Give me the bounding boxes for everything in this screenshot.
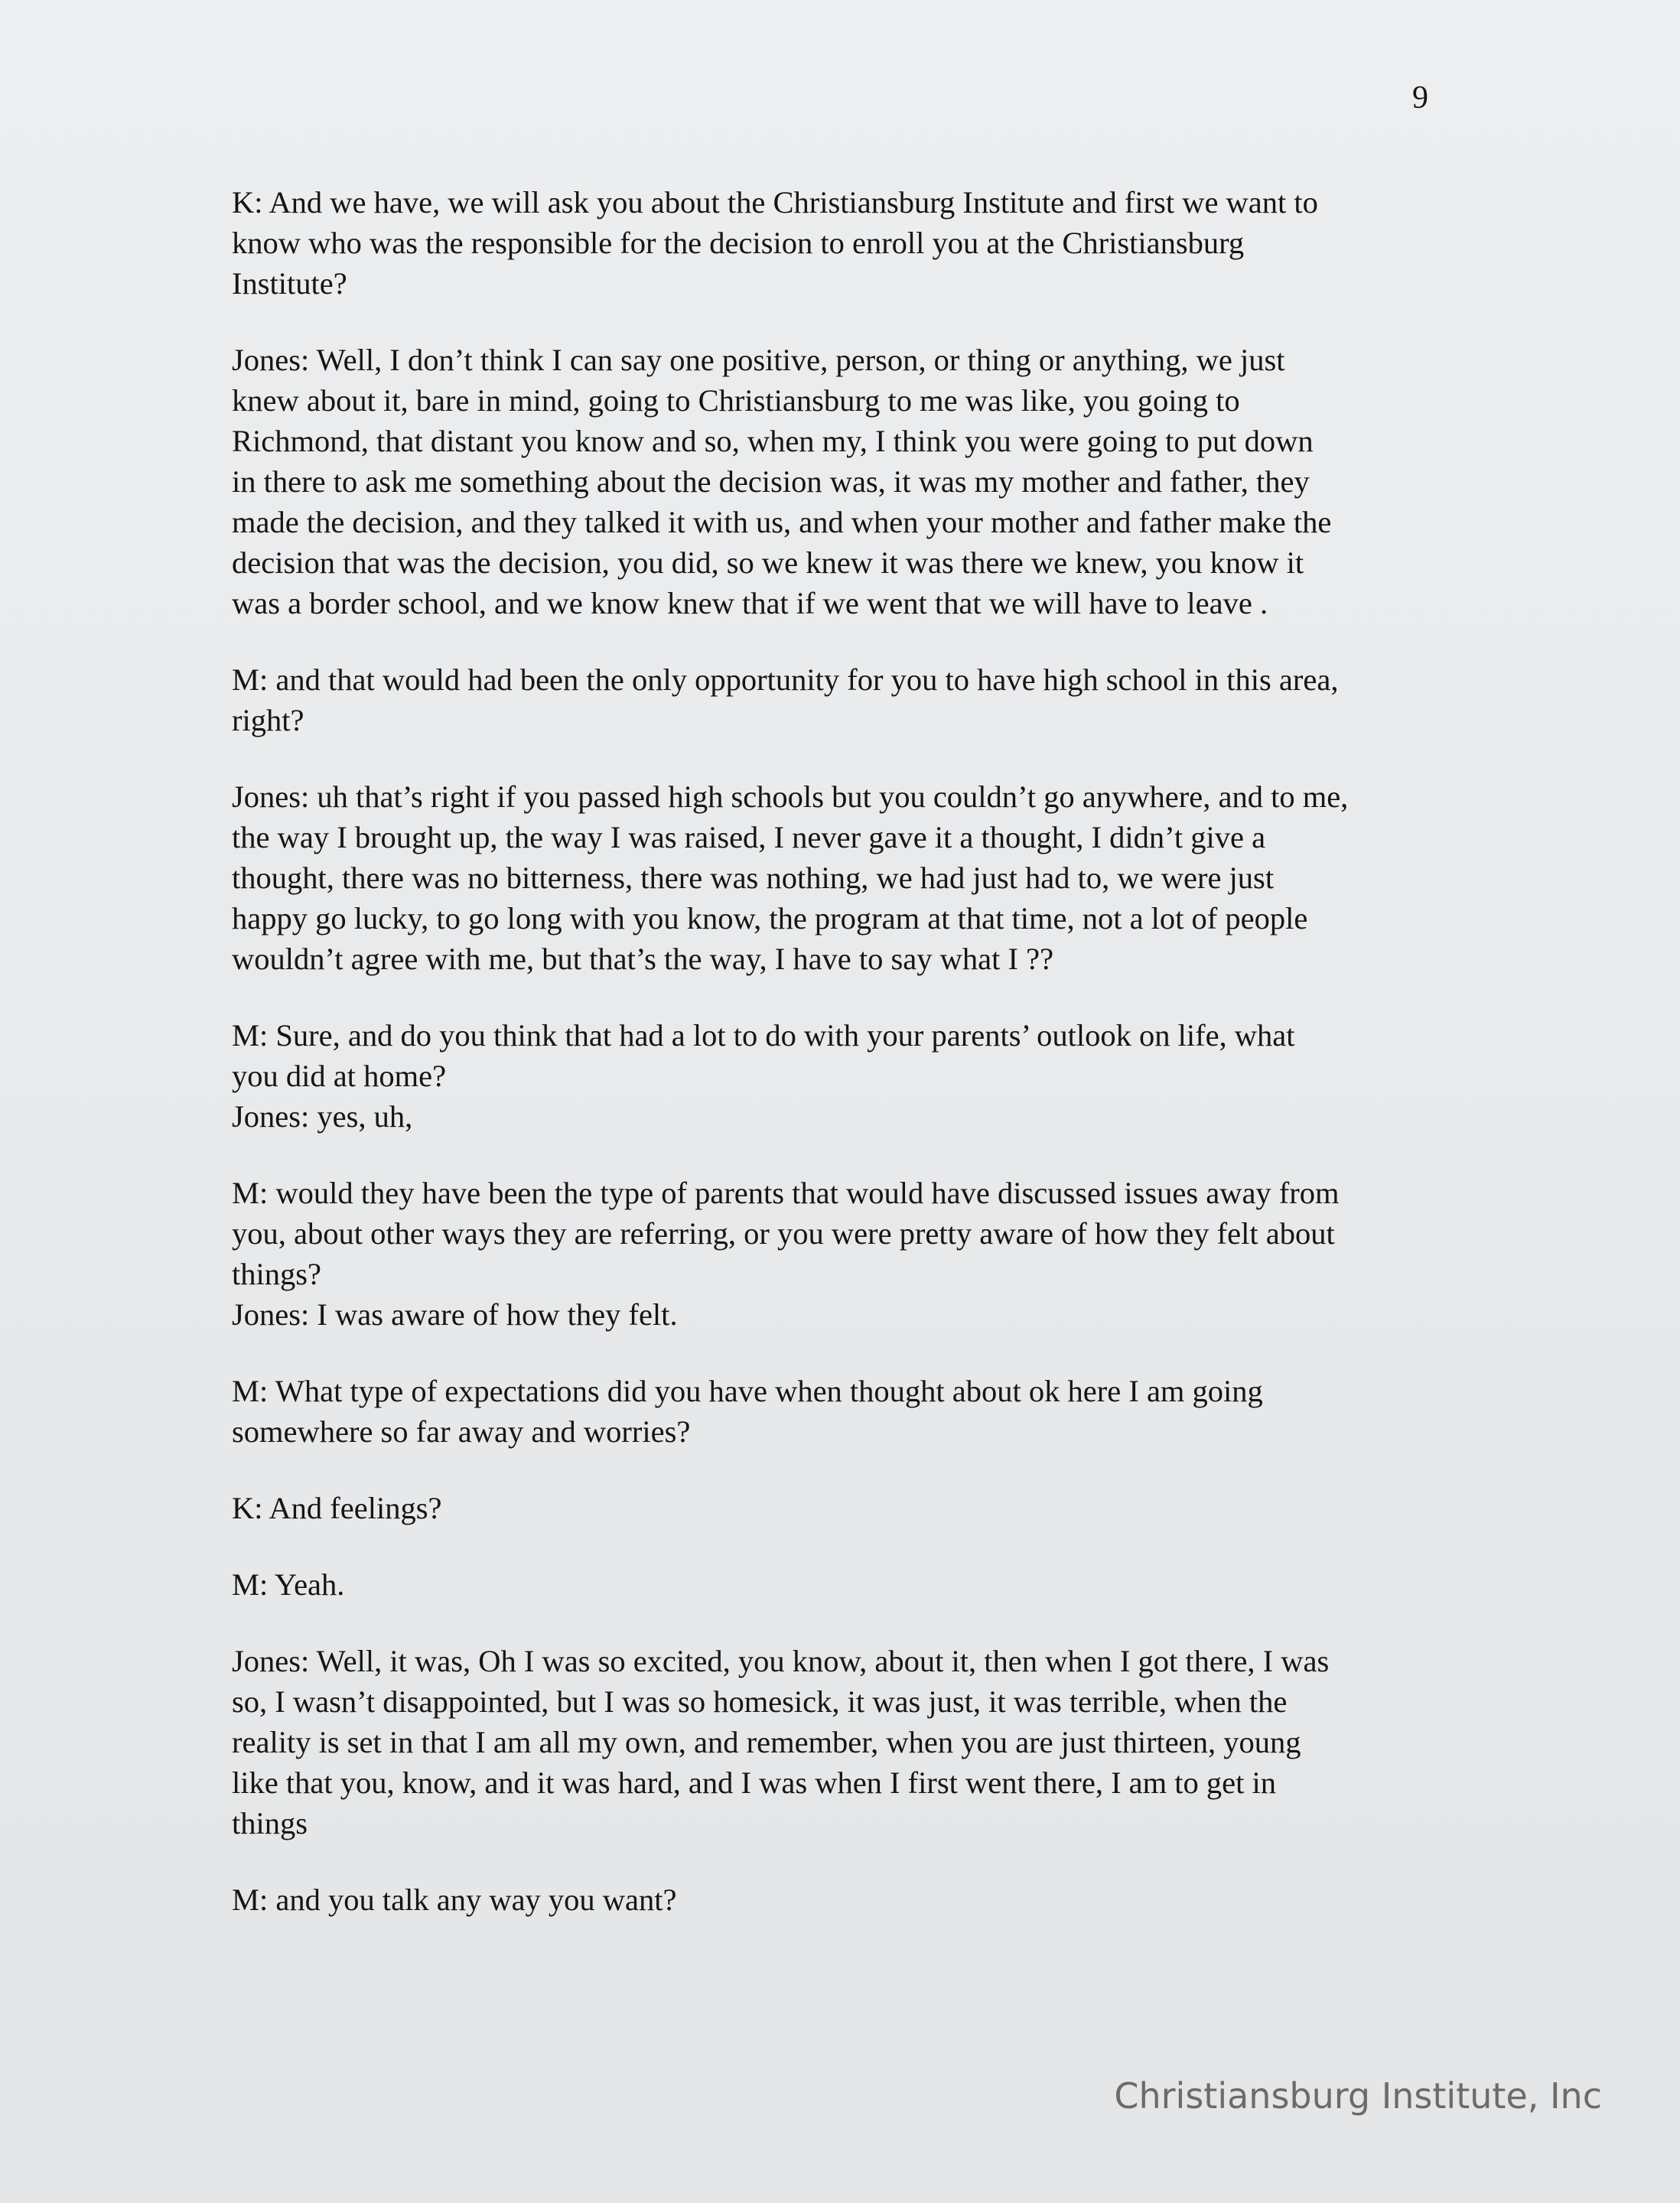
text-line: right? <box>232 703 304 737</box>
text-line: things <box>232 1806 308 1840</box>
paragraph-jones-bitterness <box>232 776 1456 979</box>
text-line: Jones: Well, I don’t think I can say one positive, person, or thing or anything, we just <box>232 343 1285 377</box>
text-line: Jones: uh that’s right if you passed high schools but you couldn’t go anywhere, and to me, <box>232 779 1349 814</box>
text-line: Richmond, that distant you know and so, when my, I think you were going to put down <box>232 424 1314 458</box>
paragraph-k-question-enrollment <box>232 182 1456 304</box>
text-line: knew about it, bare in mind, going to Christiansburg to me was like, you going to <box>232 383 1240 418</box>
text-line: the way I brought up, the way I was raised, I never gave it a thought, I didn’t give a <box>232 820 1266 854</box>
text-line: M: What type of expectations did you have when thought about ok here I am going <box>232 1374 1263 1408</box>
text-line: know who was the responsible for the decision to enroll you at the Christiansburg <box>232 226 1245 260</box>
paragraph-jones-homesick <box>232 1641 1456 1843</box>
text-line: made the decision, and they talked it with us, and when your mother and father make the <box>232 505 1332 539</box>
text-line: M: would they have been the type of parents that would have discussed issues away from <box>232 1176 1340 1210</box>
paragraph-m-expectations <box>232 1371 1456 1452</box>
text-line: K: And we have, we will ask you about the Christiansburg Institute and first we want to <box>232 185 1318 220</box>
transcript-body <box>232 182 1456 1920</box>
paragraph-m-talk <box>232 1879 1456 1920</box>
text-line: K: And feelings? <box>232 1491 442 1525</box>
text-line: Institute? <box>232 266 347 301</box>
paragraph-m-yeah <box>232 1564 1456 1605</box>
text-line: so, I wasn’t disappointed, but I was so homesick, it was just, it was terrible, when the <box>232 1684 1288 1719</box>
paragraph-jones-decision <box>232 340 1456 623</box>
paragraph-k-feelings <box>232 1488 1456 1528</box>
text-line: Jones: Well, it was, Oh I was so excited, you know, about it, then when I got there, I was <box>232 1644 1330 1678</box>
text-line: M: Sure, and do you think that had a lot to do with your parents’ outlook on life, what <box>232 1018 1295 1053</box>
text-line: Jones: yes, uh, <box>232 1099 413 1134</box>
text-line: you did at home? <box>232 1059 447 1093</box>
text-line: M: and you talk any way you want? <box>232 1882 677 1917</box>
page-number: 9 <box>1412 80 1428 116</box>
text-line: things? <box>232 1257 321 1291</box>
paragraph-m-parents-discussed <box>232 1173 1456 1335</box>
watermark-text: Christiansburg Institute, Inc <box>1114 2075 1602 2117</box>
text-line: wouldn’t agree with me, but that’s the way, I have to say what I ?? <box>232 942 1054 976</box>
text-line: like that you, know, and it was hard, and I was when I first went there, I am to get in <box>232 1765 1277 1800</box>
text-line: somewhere so far away and worries? <box>232 1414 691 1449</box>
text-line: M: and that would had been the only opportunity for you to have high school in this area, <box>232 662 1339 697</box>
text-line: was a border school, and we know knew that if we went that we will have to leave . <box>232 586 1268 620</box>
text-line: Jones: I was aware of how they felt. <box>232 1297 678 1332</box>
text-line: in there to ask me something about the decision was, it was my mother and father, they <box>232 464 1310 499</box>
paragraph-m-opportunity <box>232 659 1456 740</box>
text-line: M: Yeah. <box>232 1567 345 1602</box>
paragraph-m-parents-outlook <box>232 1015 1456 1137</box>
text-line: happy go lucky, to go long with you know, the program at that time, not a lot of people <box>232 901 1308 936</box>
text-line: you, about other ways they are referring, or you were pretty aware of how they felt about <box>232 1216 1335 1251</box>
text-line: thought, there was no bitterness, there was nothing, we had just had to, we were just <box>232 861 1275 895</box>
text-line: reality is set in that I am all my own, and remember, when you are just thirteen, young <box>232 1725 1301 1759</box>
text-line: decision that was the decision, you did, so we knew it was there we knew, you know it <box>232 545 1304 580</box>
